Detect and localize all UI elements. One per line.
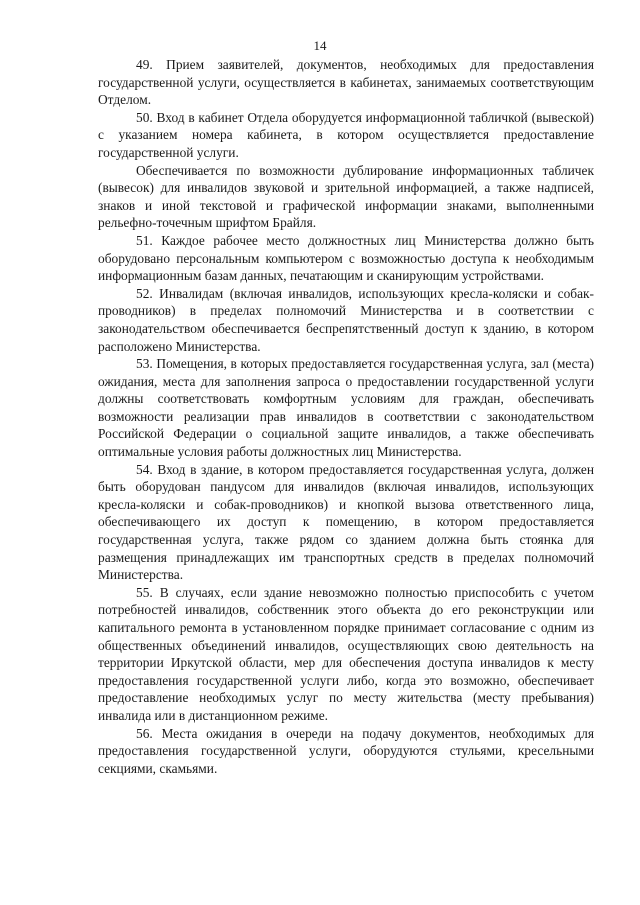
paragraph-56: 56. Места ожидания в очереди на подачу документов, необходимых для предоставления государственной услуги, оборудуются стульями, кресельными секциями, скамьями. [98, 725, 594, 776]
paragraph-50-braille: Обеспечивается по возможности дублирование информационных табличек (вывесок) для инвалидов звуковой и зрительной информацией, а также надписей, знаков и иной текстовой и графической информации знаками, выполненными рельефно-точечным шрифтом Брайля. [98, 162, 594, 231]
paragraph-54: 54. Вход в здание, в котором предоставляется государственная услуга, должен быть оборудован пандусом для инвалидов (включая инвалидов, использующих кресла-коляски и собак-проводников) и кнопкой вызова ответственного лица, обеспечивающего их доступ к помещению, в котором предоставляется государственная услуга, также рядом со зданием должна быть стоянка для размещения принадлежащих им транспортных средств в пределах полномочий Министерства. [98, 461, 594, 583]
document-body [98, 56, 594, 777]
paragraph-51: 51. Каждое рабочее место должностных лиц Министерства должно быть оборудовано персональным компьютером с возможностью доступа к необходимым информационным базам данных, печатающим и сканирующим устройствами. [98, 232, 594, 284]
paragraph-53: 53. Помещения, в которых предоставляется государственная услуга, зал (места) ожидания, места для заполнения запроса о предоставлении государственной услуги должны соответствовать комфортным условиям для граждан, обеспечивать возможности реализации прав инвалидов в соответствии с законодательством Российской Федерации о социальной защите инвалидов, а также обеспечивать оптимальные условия работы должностных лиц Министерства. [98, 356, 594, 460]
paragraph-50: 50. Вход в кабинет Отдела оборудуется информационной табличкой (вывеской) с указанием номера кабинета, в котором осуществляется предоставление государственной услуги. [98, 109, 594, 160]
paragraph-49: 49. Прием заявителей, документов, необходимых для предоставления государственной услуги, осуществляется в кабинетах, занимаемых соответствующим Отделом. [98, 57, 594, 108]
paragraph-52: 52. Инвалидам (включая инвалидов, использующих кресла-коляски и собак-проводников) в пределах полномочий Министерства и в соответствии с законодательством обеспечивается беспрепятственный доступ к зданию, в котором расположено Министерства. [98, 285, 594, 354]
paragraph-55: 55. В случаях, если здание невозможно полностью приспособить с учетом потребностей инвалидов, собственник этого объекта до его реконструкции или капитального ремонта в установленном порядке принимает согласование с одним из общественных объединений инвалидов, осуществляющих свою деятельность на территории Иркутской области, мер для обеспечения доступа инвалидов к месту предоставления государственной услуги либо, когда это возможно, обеспечивает предоставление необходимых услуг по месту жительства (месту пребывания) инвалида или в дистанционном режиме. [98, 584, 594, 723]
page-number: 14 [313, 38, 327, 53]
